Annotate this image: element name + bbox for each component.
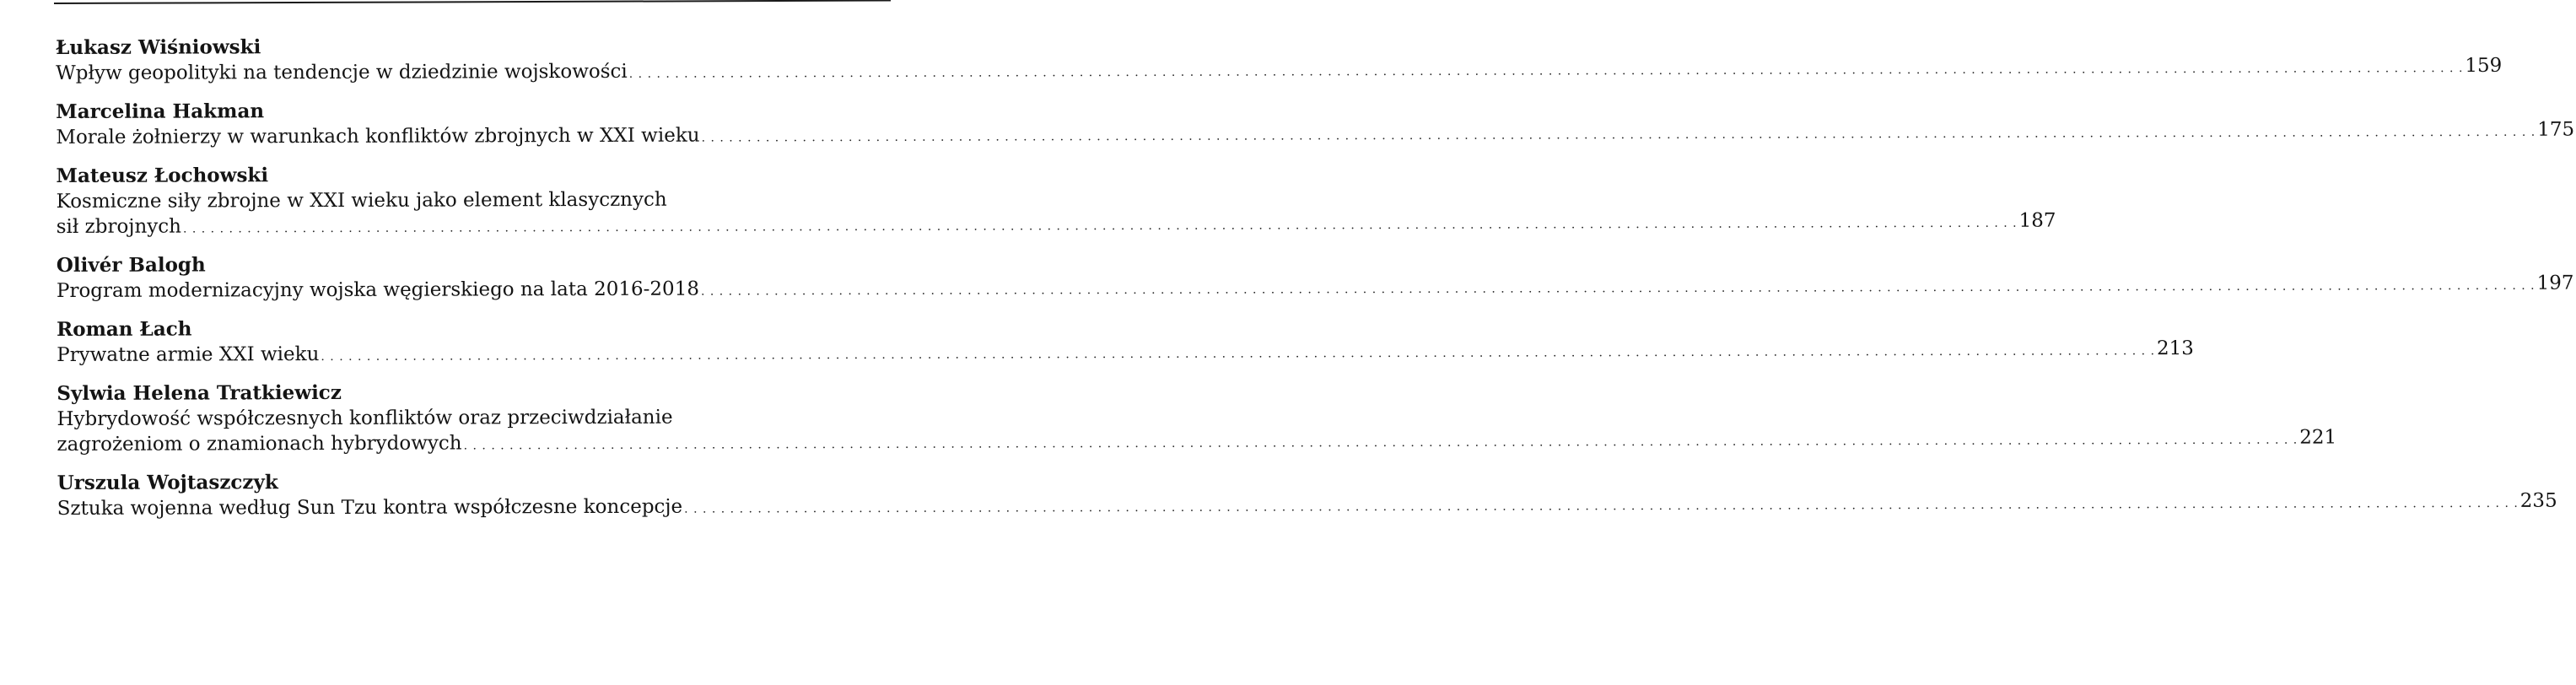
toc-entry [56,97,2575,153]
page-number: 159 [2465,54,2503,78]
page-number: 235 [2519,489,2557,512]
entry-title-with-page [57,337,2194,370]
entry-author: Urszula Wojtaszczyk [57,471,278,494]
dot-leader: . . . . . . . . . . . . . . . . . . . . . . . . . . . . . . . . . . . . . . . . . . . . . . . . . . . . . . . . . . . . . . . . . . . . . . . . . . . . . . . . . . . . . . . . . . . . . . . . . . . . . . . . . . . . . . . . . . . . . . . . . . . . . . . . . . . . . . . . . . . . . . . . . . . . . . . . . . . . . . . . . . . . . . . . . . . . . . . . . . . . . . . . . . . . . . . . . . . . . . . . [701,125,2536,145]
page-number: 175 [2537,118,2575,141]
dot-leader: . . . . . . . . . . . . . . . . . . . . . . . . . . . . . . . . . . . . . . . . . . . . . . . . . . . . . . . . . . . . . . . . . . . . . . . . . . . . . . . . . . . . . . . . . . . . . . . . . . . . . . . . . . . . . . . . . . . . . . . . . . . . . . . . . . . . . . . . . . . . . . . . . . . . . . . . . . . . . . . . . . . . . . . . . . . . . . . . . . . . . . . . . . . . . . . . . . . . . . . . [182,216,2018,236]
dot-leader: . . . . . . . . . . . . . . . . . . . . . . . . . . . . . . . . . . . . . . . . . . . . . . . . . . . . . . . . . . . . . . . . . . . . . . . . . . . . . . . . . . . . . . . . . . . . . . . . . . . . . . . . . . . . . . . . . . . . . . . . . . . . . . . . . . . . . . . . . . . . . . . . . . . . . . . . . . . . . . . . . . . . . . . . . . . . . . . . . . . . . . . . . . . . . . . . . . . . . . . . [700,278,2536,299]
toc-entry [57,468,2557,524]
entry-title: zagrożeniom o znamionach hybrydowych [57,432,462,456]
entry-title-with-page [57,426,2337,460]
table-of-contents [56,33,2575,535]
entry-author: Mateusz Łochowski [56,164,269,187]
top-rule [54,0,891,4]
toc-entry [57,379,2337,460]
dot-leader: . . . . . . . . . . . . . . . . . . . . . . . . . . . . . . . . . . . . . . . . . . . . . . . . . . . . . . . . . . . . . . . . . . . . . . . . . . . . . . . . . . . . . . . . . . . . . . . . . . . . . . . . . . . . . . . . . . . . . . . . . . . . . . . . . . . . . . . . . . . . . . . . . . . . . . . . . . . . . . . . . . . . . . . . . . . . . . . . . . . . . . . . . . . . . . . . . . . . . . . . [684,496,2519,516]
entry-title: Prywatne armie XXI wieku [57,343,320,366]
entry-title-with-page [56,272,2574,306]
page-number: 197 [2536,272,2574,294]
entry-title-with-page [57,489,2557,524]
entry-title-with-page [56,118,2575,153]
dot-leader: . . . . . . . . . . . . . . . . . . . . . . . . . . . . . . . . . . . . . . . . . . . . . . . . . . . . . . . . . . . . . . . . . . . . . . . . . . . . . . . . . . . . . . . . . . . . . . . . . . . . . . . . . . . . . . . . . . . . . . . . . . . . . . . . . . . . . . . . . . . . . . . . . . . . . . . . . . . . . . . . . . . . . . . . . . . . . . . . . . . . . . . . . . . . . . . . . . . . . . . . [628,62,2464,81]
entry-title-line: Hybrydowość współczesnych konfliktów oraz przeciwdziałanie [57,406,673,430]
entry-title: Morale żołnierzy w warunkach konfliktów zbrojnych w XXI wieku [56,124,700,148]
page-number: 213 [2156,337,2194,360]
page-number: 221 [2299,426,2337,449]
entry-title: Wpływ geopolityki na tendencje w dziedzinie wojskowości [56,60,628,84]
dot-leader: . . . . . . . . . . . . . . . . . . . . . . . . . . . . . . . . . . . . . . . . . . . . . . . . . . . . . . . . . . . . . . . . . . . . . . . . . . . . . . . . . . . . . . . . . . . . . . . . . . . . . . . . . . . . . . . . . . . . . . . . . . . . . . . . . . . . . . . . . . . . . . . . . . . . . . . . . . . . . . . . . . . . . . . . . . . . . . . . . . . . . . . . . . . . . . . . . . . . . . . . [463,433,2298,453]
dot-leader: . . . . . . . . . . . . . . . . . . . . . . . . . . . . . . . . . . . . . . . . . . . . . . . . . . . . . . . . . . . . . . . . . . . . . . . . . . . . . . . . . . . . . . . . . . . . . . . . . . . . . . . . . . . . . . . . . . . . . . . . . . . . . . . . . . . . . . . . . . . . . . . . . . . . . . . . . . . . . . . . . . . . . . . . . . . . . . . . . . . . . . . . . . . . . . . . . . . . . . . . [321,344,2156,364]
toc-entry [56,161,2056,242]
entry-author: Marcelina Hakman [56,100,265,123]
toc-entry [57,315,2194,370]
page-number: 187 [2018,209,2056,232]
entry-author: Sylwia Helena Tratkiewicz [57,380,342,405]
entry-title-with-page [56,54,2503,89]
entry-author: Łukasz Wiśniowski [56,35,261,59]
entry-author: Olivér Balogh [56,253,206,277]
entry-title: Program modernizacyjny wojska węgierskiego na lata 2016-2018 [56,278,699,302]
toc-entry [56,251,2574,306]
entry-title: Sztuka wojenna według Sun Tzu kontra współczesne koncepcje [57,495,683,520]
entry-title-line: Kosmiczne siły zbrojne w XXI wieku jako element klasycznych [56,188,667,213]
entry-title-with-page [56,209,2056,242]
toc-entry [56,33,2503,89]
entry-author: Roman Łach [57,317,192,341]
entry-title: sił zbrojnych [56,215,182,238]
